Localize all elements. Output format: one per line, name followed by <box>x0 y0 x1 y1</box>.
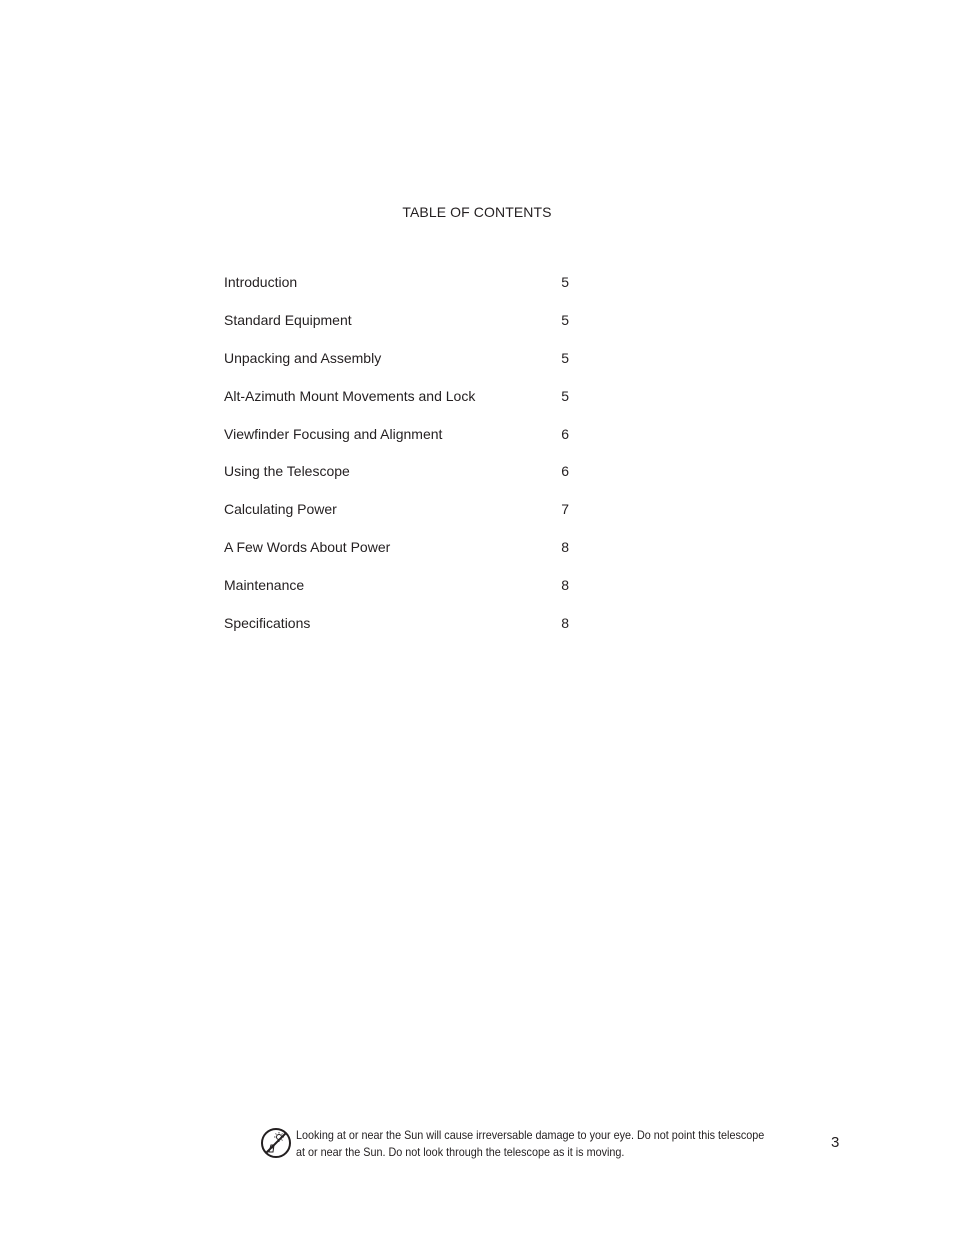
toc-entry-label: Specifications <box>224 615 311 632</box>
toc-entry-page: 8 <box>561 615 569 632</box>
toc-entry-label: Maintenance <box>224 577 305 594</box>
toc-entry-page: 5 <box>561 387 569 404</box>
toc-entry <box>224 426 570 464</box>
page-number: 3 <box>831 1134 840 1151</box>
toc-entry <box>224 274 570 312</box>
toc-entry-page: 5 <box>561 274 569 290</box>
sun-warning <box>260 1127 820 1161</box>
toc-entry-page: 5 <box>561 311 569 328</box>
toc-entry <box>224 312 570 350</box>
toc-entry-label: Using the Telescope <box>224 463 350 480</box>
toc-entry <box>224 350 570 388</box>
toc-entry-label: Introduction <box>224 274 298 290</box>
toc-entry-page: 8 <box>561 577 569 594</box>
toc-entry <box>224 501 570 539</box>
toc-entry-page: 7 <box>561 501 569 518</box>
warning-text: Looking at or near the Sun will cause irreversable damage to your eye. Do not point this telescope at or near the Sun. Do not look through the telescope as it is moving. <box>296 1128 765 1159</box>
toc-entry <box>224 388 570 426</box>
toc-entry-label: Standard Equipment <box>224 311 352 328</box>
toc-title: TABLE OF CONTENTS <box>402 204 552 220</box>
toc-entry-page: 8 <box>561 539 569 556</box>
no-sun-viewing-icon <box>260 1127 292 1159</box>
toc-entry-label: Unpacking and Assembly <box>224 349 382 366</box>
toc-entry-label: Calculating Power <box>224 501 337 518</box>
toc-entry-label: Viewfinder Focusing and Alignment <box>224 425 443 442</box>
toc-entry <box>224 463 570 501</box>
toc-entry-page: 6 <box>561 463 569 480</box>
toc-entry <box>224 615 570 653</box>
toc-entry <box>224 577 570 615</box>
toc-entry-page: 6 <box>561 425 569 442</box>
toc-entry <box>224 539 570 577</box>
toc-entry-page: 5 <box>561 349 569 366</box>
toc-entry-label: Alt-Azimuth Mount Movements and Lock <box>224 387 476 404</box>
toc-list <box>224 274 570 653</box>
toc-entry-label: A Few Words About Power <box>224 539 391 556</box>
